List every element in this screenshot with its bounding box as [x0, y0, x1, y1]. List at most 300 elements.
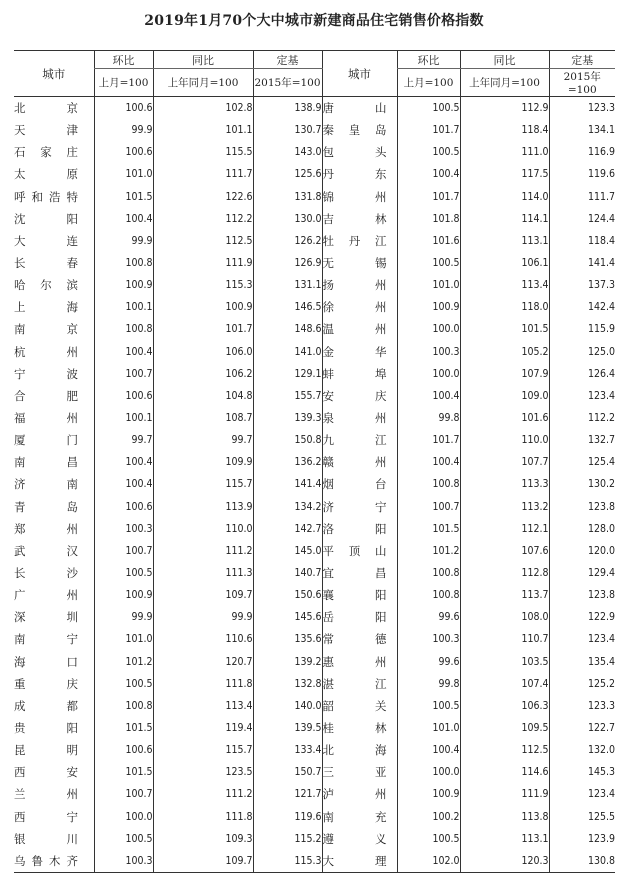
mom-value: 100.0: [397, 761, 460, 783]
yoy-value: 112.1: [460, 518, 549, 540]
fixed-value: 132.7: [549, 429, 615, 451]
table-row: [14, 119, 615, 141]
fixed-value: 143.0: [253, 141, 322, 163]
fixed-value: 138.9: [253, 97, 322, 120]
fixed-value: 116.9: [549, 141, 615, 163]
city-cell: [322, 407, 397, 429]
mom-value: 99.9: [94, 230, 153, 252]
city-cell: [14, 562, 94, 584]
yoy-value: 115.5: [153, 141, 253, 163]
header-yoy: 同比: [460, 51, 549, 69]
fixed-value: 150.6: [253, 584, 322, 606]
yoy-value: 111.8: [153, 806, 253, 828]
city-name: 青岛: [14, 499, 78, 514]
yoy-value: 104.8: [153, 385, 253, 407]
mom-value: 100.6: [94, 97, 153, 120]
city-name: 金华: [322, 344, 387, 359]
mom-value: 100.8: [94, 252, 153, 274]
yoy-value: 111.9: [153, 252, 253, 274]
mom-value: 100.6: [94, 141, 153, 163]
yoy-value: 111.8: [153, 673, 253, 695]
city-name: 湛江: [322, 676, 387, 691]
fixed-value: 115.3: [253, 850, 322, 873]
yoy-value: 114.6: [460, 761, 549, 783]
city-name: 包头: [322, 145, 387, 160]
city-cell: [322, 274, 397, 296]
city-name: 蚌埠: [322, 366, 387, 381]
mom-value: 100.5: [397, 97, 460, 120]
subheader-yoy: 上年同月=100: [153, 69, 253, 97]
fixed-value: 136.2: [253, 451, 322, 473]
city-cell: [14, 230, 94, 252]
table-row: [14, 673, 615, 695]
yoy-value: 107.9: [460, 363, 549, 385]
city-name: 牡丹江: [322, 233, 387, 248]
mom-value: 100.3: [94, 518, 153, 540]
city-cell: [14, 296, 94, 318]
city-cell: [14, 850, 94, 873]
subheader-fixed: 2015年=100: [549, 69, 615, 97]
yoy-value: 108.0: [460, 606, 549, 628]
table-row: [14, 318, 615, 340]
city-name: 天津: [14, 123, 78, 138]
mom-value: 100.1: [94, 296, 153, 318]
yoy-value: 114.0: [460, 186, 549, 208]
city-cell: [322, 496, 397, 518]
yoy-value: 108.7: [153, 407, 253, 429]
fixed-value: 140.0: [253, 695, 322, 717]
mom-value: 100.0: [94, 806, 153, 828]
fixed-value: 123.8: [549, 496, 615, 518]
mom-value: 100.6: [94, 385, 153, 407]
city-cell: [322, 562, 397, 584]
mom-value: 101.8: [397, 208, 460, 230]
city-cell: [322, 119, 397, 141]
yoy-value: 101.1: [153, 119, 253, 141]
city-name: 唐山: [322, 101, 387, 116]
fixed-value: 146.5: [253, 296, 322, 318]
city-cell: [322, 761, 397, 783]
header-fixed: 定基: [549, 51, 615, 69]
city-cell: [322, 318, 397, 340]
yoy-value: 111.9: [460, 783, 549, 805]
fixed-value: 133.4: [253, 739, 322, 761]
mom-value: 100.7: [94, 363, 153, 385]
yoy-value: 115.3: [153, 274, 253, 296]
city-cell: [322, 163, 397, 185]
table-row: [14, 341, 615, 363]
table-row: [14, 141, 615, 163]
table-row: [14, 695, 615, 717]
mom-value: 100.5: [397, 828, 460, 850]
yoy-value: 118.0: [460, 296, 549, 318]
yoy-value: 109.5: [460, 717, 549, 739]
city-name: 长沙: [14, 566, 78, 581]
city-cell: [14, 385, 94, 407]
table-row: [14, 473, 615, 495]
fixed-value: 142.4: [549, 296, 615, 318]
city-cell: [14, 628, 94, 650]
subheader-row: [14, 69, 615, 97]
mom-value: 101.5: [397, 518, 460, 540]
yoy-value: 112.5: [460, 739, 549, 761]
yoy-value: 113.1: [460, 828, 549, 850]
city-cell: [322, 230, 397, 252]
subheader-mom: 上月=100: [94, 69, 153, 97]
city-name: 吉林: [322, 211, 387, 226]
mom-value: 100.7: [94, 540, 153, 562]
city-cell: [14, 119, 94, 141]
table-row: [14, 274, 615, 296]
city-cell: [14, 473, 94, 495]
subheader-yoy: 上年同月=100: [460, 69, 549, 97]
yoy-value: 112.8: [460, 562, 549, 584]
city-cell: [322, 606, 397, 628]
city-cell: [322, 828, 397, 850]
city-cell: [14, 783, 94, 805]
yoy-value: 109.7: [153, 584, 253, 606]
yoy-value: 113.7: [460, 584, 549, 606]
city-name: 石家庄: [14, 145, 78, 160]
mom-value: 101.5: [94, 717, 153, 739]
city-name: 郑州: [14, 521, 78, 536]
city-cell: [322, 540, 397, 562]
fixed-value: 139.3: [253, 407, 322, 429]
table-row: [14, 429, 615, 451]
table-row: [14, 230, 615, 252]
fixed-value: 145.3: [549, 761, 615, 783]
yoy-value: 105.2: [460, 341, 549, 363]
fixed-value: 111.7: [549, 186, 615, 208]
yoy-value: 107.6: [460, 540, 549, 562]
city-name: 宁波: [14, 366, 78, 381]
city-name: 无锡: [322, 256, 387, 271]
yoy-value: 120.7: [153, 651, 253, 673]
yoy-value: 114.1: [460, 208, 549, 230]
city-name: 宜昌: [322, 566, 387, 581]
yoy-value: 115.7: [153, 473, 253, 495]
mom-value: 100.0: [397, 318, 460, 340]
city-cell: [14, 584, 94, 606]
mom-value: 101.0: [94, 628, 153, 650]
header-yoy: 同比: [153, 51, 253, 69]
fixed-value: 134.1: [549, 119, 615, 141]
city-cell: [322, 850, 397, 873]
mom-value: 102.0: [397, 850, 460, 873]
city-name: 泸州: [322, 787, 387, 802]
table-row: [14, 518, 615, 540]
yoy-value: 110.7: [460, 628, 549, 650]
table-row: [14, 651, 615, 673]
city-name: 银川: [14, 831, 78, 846]
city-cell: [322, 584, 397, 606]
fixed-value: 130.2: [549, 473, 615, 495]
yoy-value: 113.1: [460, 230, 549, 252]
mom-value: 100.8: [397, 473, 460, 495]
city-name: 惠州: [322, 654, 387, 669]
city-name: 哈尔滨: [14, 278, 78, 293]
city-name: 广州: [14, 588, 78, 603]
city-cell: [14, 407, 94, 429]
mom-value: 101.2: [397, 540, 460, 562]
table-row: [14, 783, 615, 805]
table-row: [14, 628, 615, 650]
yoy-value: 109.7: [153, 850, 253, 873]
mom-value: 100.6: [94, 496, 153, 518]
yoy-value: 111.3: [153, 562, 253, 584]
city-cell: [14, 496, 94, 518]
fixed-value: 123.3: [549, 695, 615, 717]
subheader-mom: 上月=100: [397, 69, 460, 97]
yoy-value: 112.2: [153, 208, 253, 230]
city-name: 乌鲁木齐: [14, 853, 78, 868]
table-row: [14, 584, 615, 606]
fixed-value: 142.7: [253, 518, 322, 540]
yoy-value: 123.5: [153, 761, 253, 783]
mom-value: 100.4: [397, 163, 460, 185]
mom-value: 100.3: [94, 850, 153, 873]
mom-value: 100.5: [397, 252, 460, 274]
yoy-value: 109.0: [460, 385, 549, 407]
header-fixed: 定基: [253, 51, 322, 69]
subheader-fixed: 2015年=100: [253, 69, 322, 97]
yoy-value: 101.5: [460, 318, 549, 340]
city-name: 大理: [322, 853, 387, 868]
fixed-value: 140.7: [253, 562, 322, 584]
table-row: [14, 850, 615, 873]
city-name: 南充: [322, 809, 387, 824]
yoy-value: 120.3: [460, 850, 549, 873]
city-name: 常德: [322, 632, 387, 647]
yoy-value: 109.3: [153, 828, 253, 850]
mom-value: 100.3: [397, 341, 460, 363]
yoy-value: 107.4: [460, 673, 549, 695]
city-name: 北海: [322, 743, 387, 758]
fixed-value: 132.0: [549, 739, 615, 761]
city-name: 太原: [14, 167, 78, 182]
city-cell: [322, 97, 397, 120]
fixed-value: 128.0: [549, 518, 615, 540]
city-name: 赣州: [322, 455, 387, 470]
yoy-value: 110.0: [460, 429, 549, 451]
yoy-value: 103.5: [460, 651, 549, 673]
city-name: 重庆: [14, 676, 78, 691]
table-row: [14, 606, 615, 628]
fixed-value: 115.2: [253, 828, 322, 850]
mom-value: 101.5: [94, 761, 153, 783]
city-cell: [14, 651, 94, 673]
mom-value: 100.4: [94, 473, 153, 495]
mom-value: 100.9: [397, 296, 460, 318]
header-mom: 环比: [397, 51, 460, 69]
yoy-value: 106.2: [153, 363, 253, 385]
fixed-value: 112.2: [549, 407, 615, 429]
table-row: [14, 717, 615, 739]
city-name: 桂林: [322, 721, 387, 735]
fixed-value: 135.4: [549, 651, 615, 673]
mom-value: 100.5: [397, 141, 460, 163]
fixed-value: 125.6: [253, 163, 322, 185]
yoy-value: 99.9: [153, 606, 253, 628]
yoy-value: 110.6: [153, 628, 253, 650]
fixed-value: 119.6: [253, 806, 322, 828]
mom-value: 101.7: [397, 186, 460, 208]
fixed-value: 123.9: [549, 828, 615, 850]
fixed-value: 125.2: [549, 673, 615, 695]
table-row: [14, 451, 615, 473]
yoy-value: 100.9: [153, 296, 253, 318]
table-row: [14, 385, 615, 407]
yoy-value: 109.9: [153, 451, 253, 473]
fixed-value: 155.7: [253, 385, 322, 407]
mom-value: 100.4: [397, 451, 460, 473]
city-name: 襄阳: [322, 588, 387, 603]
fixed-value: 131.8: [253, 186, 322, 208]
fixed-value: 132.8: [253, 673, 322, 695]
fixed-value: 125.0: [549, 341, 615, 363]
fixed-value: 115.9: [549, 318, 615, 340]
city-name: 海口: [14, 654, 78, 669]
fixed-value: 134.2: [253, 496, 322, 518]
table-row: [14, 739, 615, 761]
mom-value: 100.4: [397, 739, 460, 761]
city-cell: [322, 363, 397, 385]
mom-value: 101.0: [397, 274, 460, 296]
mom-value: 101.7: [397, 119, 460, 141]
city-name: 杭州: [14, 344, 78, 359]
table-row: [14, 407, 615, 429]
mom-value: 100.5: [94, 562, 153, 584]
mom-value: 100.4: [94, 451, 153, 473]
yoy-value: 111.2: [153, 783, 253, 805]
fixed-value: 129.1: [253, 363, 322, 385]
city-name: 贵阳: [14, 721, 78, 735]
city-name: 九江: [322, 433, 387, 448]
city-cell: [322, 628, 397, 650]
city-cell: [14, 186, 94, 208]
fixed-value: 120.0: [549, 540, 615, 562]
mom-value: 100.9: [94, 584, 153, 606]
yoy-value: 112.5: [153, 230, 253, 252]
fixed-value: 125.4: [549, 451, 615, 473]
city-cell: [14, 341, 94, 363]
fixed-value: 141.0: [253, 341, 322, 363]
fixed-value: 123.4: [549, 628, 615, 650]
mom-value: 100.0: [397, 363, 460, 385]
city-cell: [14, 274, 94, 296]
fixed-value: 123.8: [549, 584, 615, 606]
city-cell: [14, 828, 94, 850]
fixed-value: 122.9: [549, 606, 615, 628]
city-cell: [322, 695, 397, 717]
yoy-value: 122.6: [153, 186, 253, 208]
yoy-value: 119.4: [153, 717, 253, 739]
fixed-value: 121.7: [253, 783, 322, 805]
city-name: 沈阳: [14, 211, 78, 226]
yoy-value: 106.0: [153, 341, 253, 363]
yoy-value: 113.9: [153, 496, 253, 518]
city-name: 南宁: [14, 632, 78, 647]
city-cell: [14, 318, 94, 340]
fixed-value: 131.1: [253, 274, 322, 296]
mom-value: 101.6: [397, 230, 460, 252]
table-row: [14, 806, 615, 828]
yoy-value: 113.3: [460, 473, 549, 495]
mom-value: 100.4: [397, 385, 460, 407]
mom-value: 100.5: [94, 673, 153, 695]
city-cell: [14, 97, 94, 120]
mom-value: 101.5: [94, 186, 153, 208]
city-cell: [322, 717, 397, 739]
header-mom: 环比: [94, 51, 153, 69]
city-cell: [14, 363, 94, 385]
city-cell: [14, 540, 94, 562]
header-row: [14, 51, 615, 69]
city-cell: [322, 783, 397, 805]
mom-value: 100.3: [397, 628, 460, 650]
mom-value: 99.9: [94, 606, 153, 628]
mom-value: 100.4: [94, 341, 153, 363]
mom-value: 101.7: [397, 429, 460, 451]
fixed-value: 150.8: [253, 429, 322, 451]
city-name: 济宁: [322, 499, 387, 514]
yoy-value: 110.0: [153, 518, 253, 540]
city-cell: [322, 252, 397, 274]
city-cell: [322, 673, 397, 695]
yoy-value: 111.2: [153, 540, 253, 562]
city-name: 徐州: [322, 300, 387, 315]
city-name: 温州: [322, 322, 387, 337]
city-cell: [14, 208, 94, 230]
fixed-value: 150.7: [253, 761, 322, 783]
city-cell: [14, 451, 94, 473]
city-cell: [14, 673, 94, 695]
fixed-value: 141.4: [253, 473, 322, 495]
city-name: 丹东: [322, 167, 387, 182]
table-row: [14, 828, 615, 850]
mom-value: 100.1: [94, 407, 153, 429]
city-name: 北京: [14, 101, 78, 116]
table-row: [14, 252, 615, 274]
yoy-value: 115.7: [153, 739, 253, 761]
city-name: 昆明: [14, 743, 78, 758]
fixed-value: 118.4: [549, 230, 615, 252]
fixed-value: 129.4: [549, 562, 615, 584]
city-cell: [14, 695, 94, 717]
fixed-value: 130.0: [253, 208, 322, 230]
city-name: 安庆: [322, 388, 387, 403]
mom-value: 100.8: [397, 584, 460, 606]
yoy-value: 106.3: [460, 695, 549, 717]
city-name: 南昌: [14, 455, 78, 470]
city-cell: [322, 429, 397, 451]
fixed-value: 122.7: [549, 717, 615, 739]
fixed-value: 119.6: [549, 163, 615, 185]
fixed-value: 145.0: [253, 540, 322, 562]
mom-value: 100.5: [397, 695, 460, 717]
table-row: [14, 496, 615, 518]
table-row: [14, 208, 615, 230]
fixed-value: 139.5: [253, 717, 322, 739]
city-cell: [322, 208, 397, 230]
mom-value: 100.4: [94, 208, 153, 230]
fixed-value: 130.8: [549, 850, 615, 873]
table-row: [14, 761, 615, 783]
city-name: 平顶山: [322, 543, 387, 558]
yoy-value: 107.7: [460, 451, 549, 473]
mom-value: 99.9: [94, 119, 153, 141]
yoy-value: 102.8: [153, 97, 253, 120]
